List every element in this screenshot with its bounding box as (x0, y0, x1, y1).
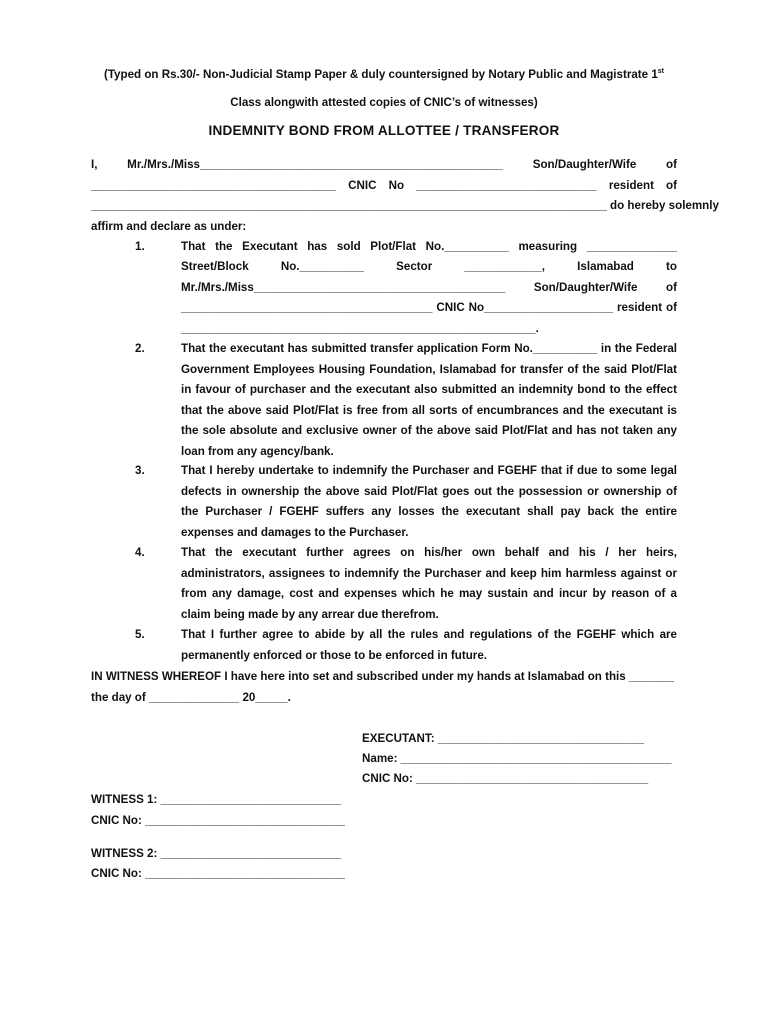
clause-4-number: 4. (135, 546, 145, 559)
executant-cnic-line: CNIC No: ____________________________________ (362, 772, 649, 785)
document-title: INDEMNITY BOND FROM ALLOTTEE / TRANSFEROR (208, 123, 560, 138)
stamp-paper-note (0, 68, 768, 82)
executant-name-line: Name: __________________________________________ (362, 752, 672, 765)
clause-1-line-5: _______________________________________________________. (181, 322, 539, 335)
stamp-paper-note-line2: Class alongwith attested copies of CNIC’s of witnesses) (230, 96, 538, 109)
clause-1-line-1: That the Executant has sold Plot/Flat No.__________ measuring ______________ (181, 240, 677, 253)
stamp-paper-note-sup: st (657, 68, 665, 75)
witness-1-cnic-line: CNIC No: _______________________________ (91, 814, 345, 827)
clause-3-number: 3. (135, 464, 145, 477)
intro-line-1: I, Mr./Mrs./Miss_______________________________________________ Son/Daughter/Wife of (91, 158, 677, 171)
clause-2-number: 2. (135, 342, 145, 355)
executant-signature-line: EXECUTANT: ________________________________ (362, 732, 645, 745)
clause-1-line-4: _______________________________________ CNIC No____________________ resident of (181, 301, 677, 314)
witness-2-cnic-line: CNIC No: _______________________________ (91, 867, 345, 880)
clause-2-text: That the executant has submitted transfer application Form No.__________ in the Federal Government Employees Housing Foundation, Islamabad for transfer of the said Plot/Flat in favour of purchaser and the executant also submitted an indemnity bond to the effect that the above said Plot/Flat is free from all sorts of encumbrances and the executant is the sole absolute and exclusive owner of the above said Plot/Flat and has not taken any loan from any agency/bank. (181, 342, 677, 458)
stamp-paper-note-text: (Typed on Rs.30/- Non-Judicial Stamp Paper & duly countersigned by Notary Public and Magistrate 1 (103, 68, 658, 81)
witness-clause-line-1: IN WITNESS WHEREOF I have here into set and subscribed under my hands at Islamabad on this _______ (91, 670, 675, 683)
clause-4-text: That the executant further agrees on his/her own behalf and his / her heirs, administrators, assignees to indemnify the Purchaser and keep him harmless against or from any damage, cost and expenses which he may sustain and incur by reason of a claim being made by any arrear due therefrom. (181, 546, 677, 621)
clause-5-text: That I further agree to abide by all the rules and regulations of the FGEHF which are permanently enforced or those to be enforced in future. (181, 628, 677, 662)
intro-line-4: affirm and declare as under: (91, 220, 247, 233)
intro-line-2: ______________________________________ CNIC No ____________________________ resident of (91, 179, 677, 192)
clause-1-line-2: Street/Block No.__________ Sector ____________, Islamabad to (181, 260, 677, 273)
clause-3-text: That I hereby undertake to indemnify the Purchaser and FGEHF that if due to some legal defects in ownership the above said Plot/Flat goes out the possession or ownership of the Purchaser / FGEHF suffers any losses the executant shall pay back the entire expenses and damages to the Purchaser. (181, 464, 677, 539)
witness-clause-line-2: the day of ______________ 20_____. (91, 691, 291, 704)
intro-line-3: ________________________________________________________________________________ do hereby solemnly (91, 199, 719, 212)
clause-1-number: 1. (135, 240, 145, 253)
witness-1-line: WITNESS 1: ____________________________ (91, 793, 342, 806)
clause-5-number: 5. (135, 628, 145, 641)
clause-1-line-3: Mr./Mrs./Miss_______________________________________ Son/Daughter/Wife of (181, 281, 677, 294)
witness-2-line: WITNESS 2: ____________________________ (91, 847, 342, 860)
